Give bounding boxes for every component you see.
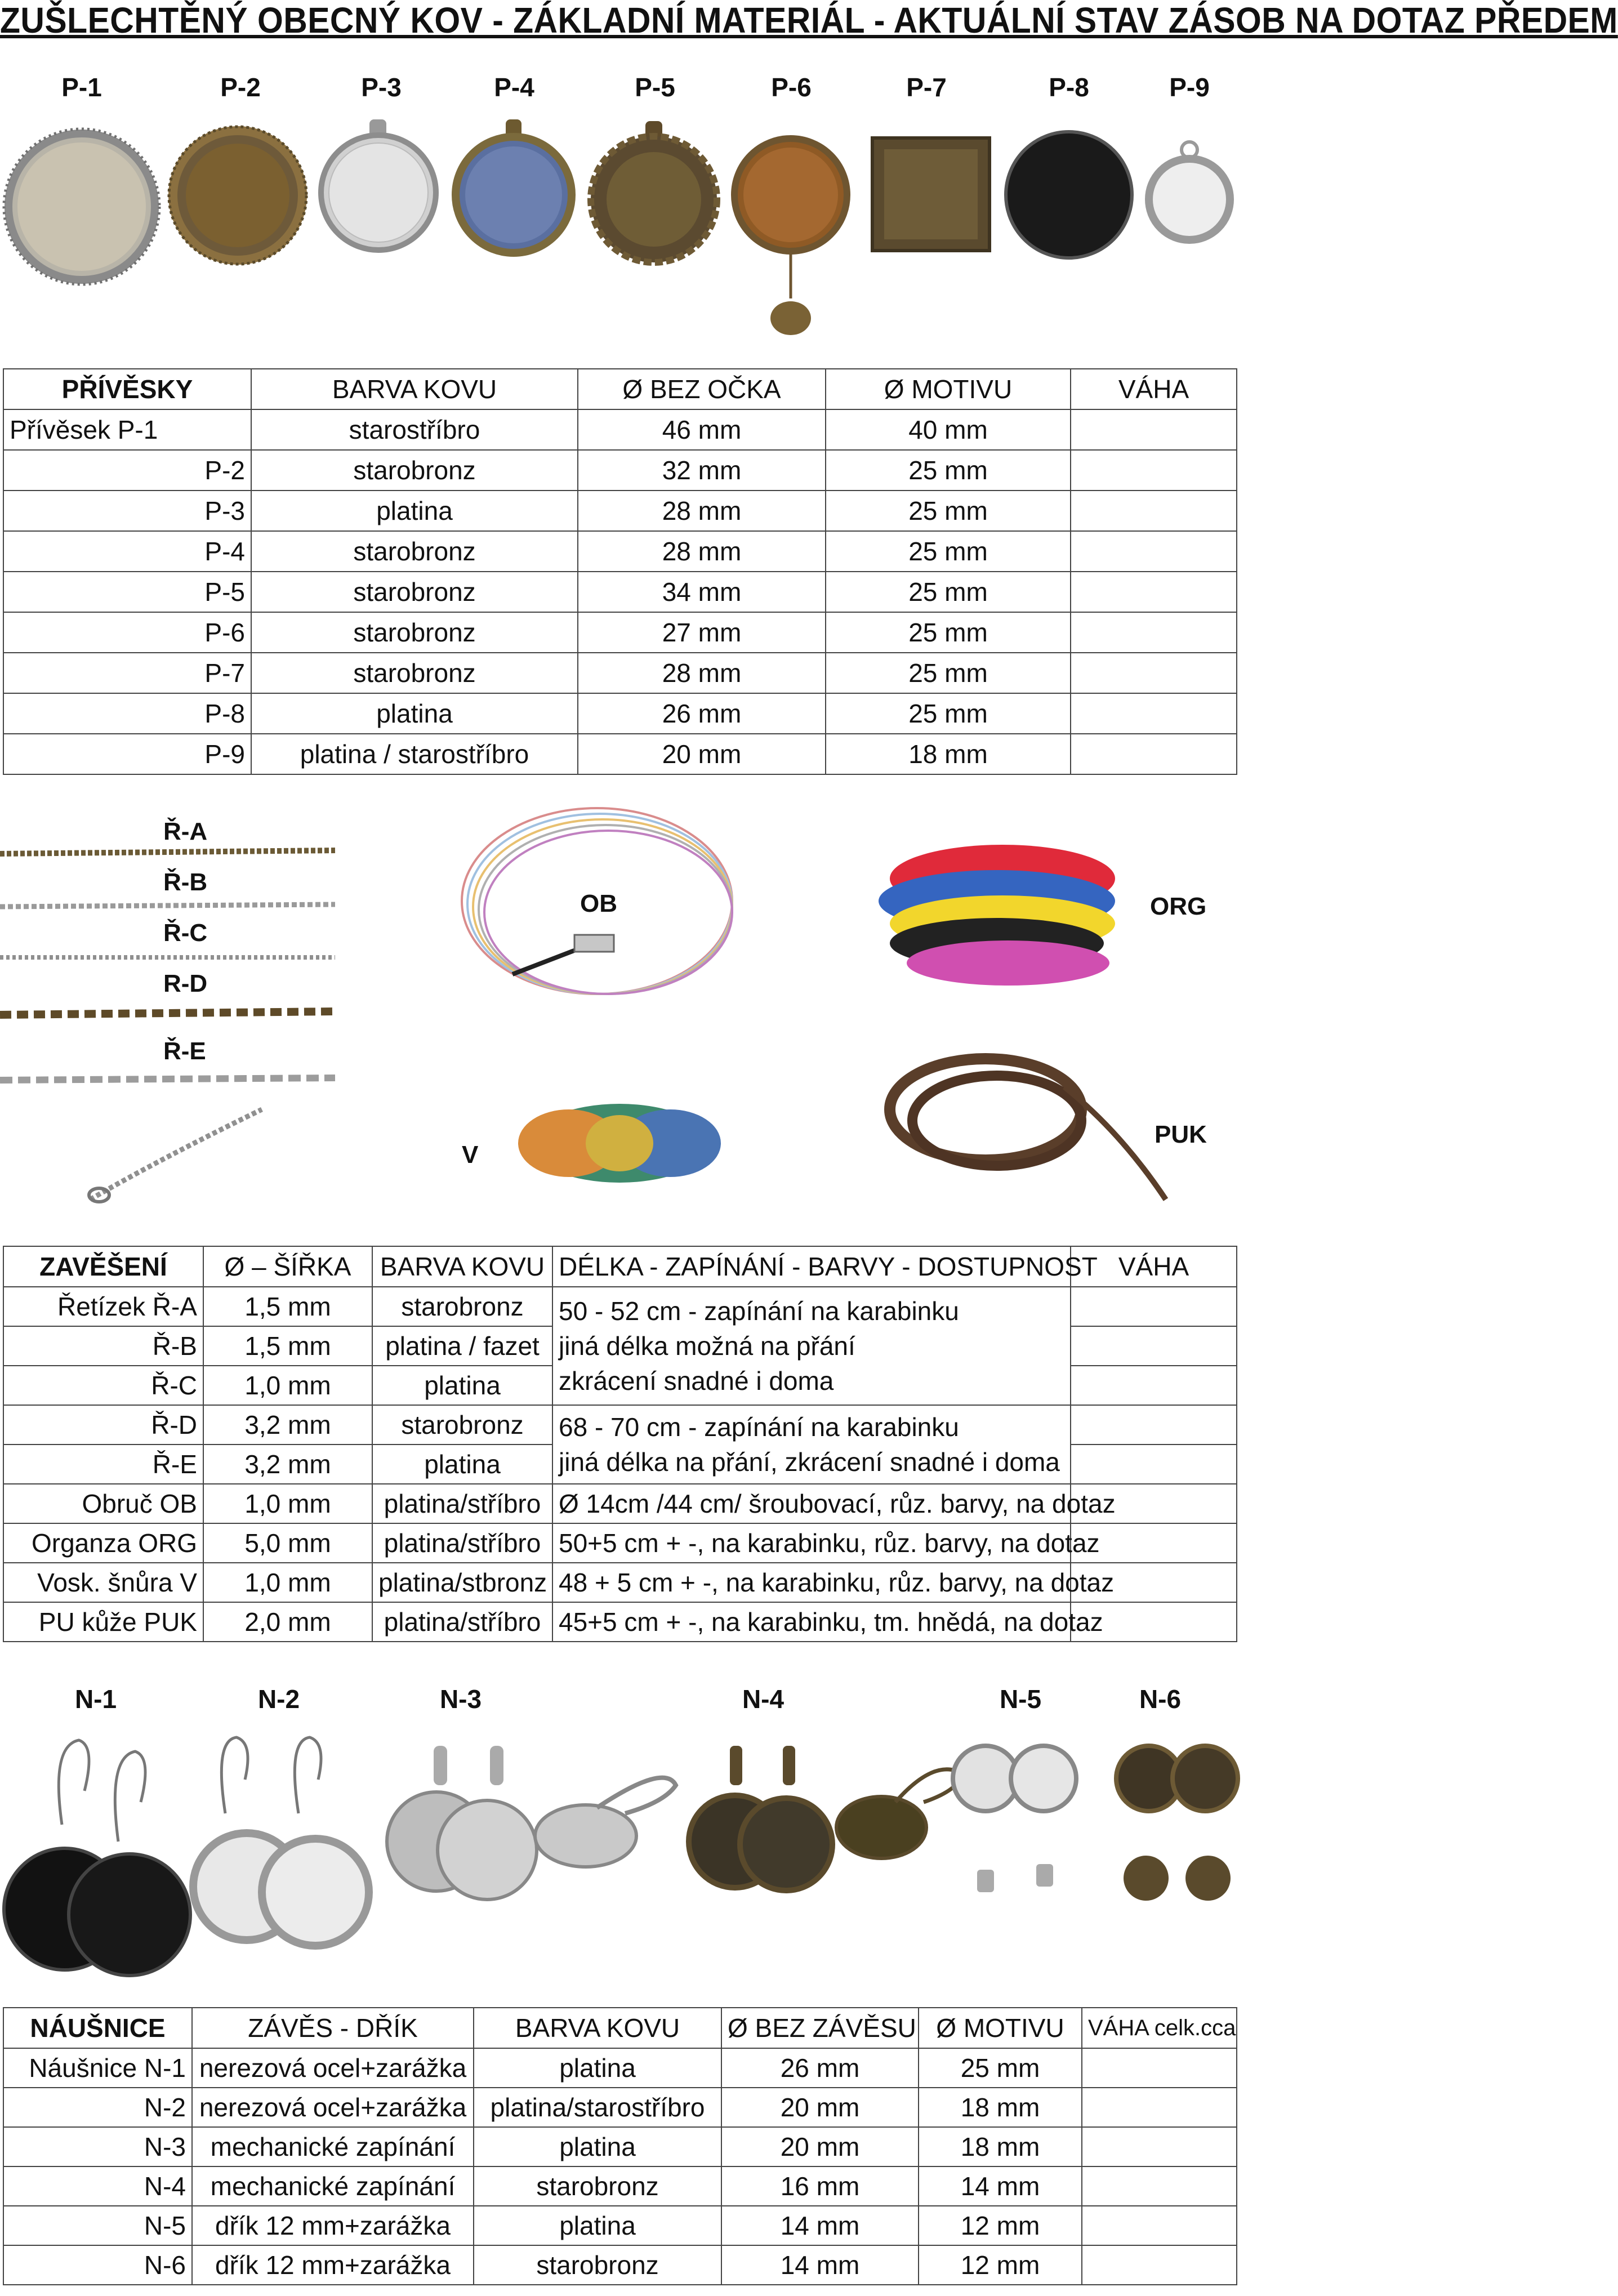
- pendant-p1-image: [4, 129, 159, 284]
- cell: 25 mm: [919, 2048, 1082, 2088]
- cell: platina: [251, 491, 578, 531]
- cord-label-v: V: [462, 1141, 479, 1169]
- column-header: BARVA KOVU: [251, 369, 578, 409]
- cord-label-org: ORG: [1150, 893, 1207, 920]
- cell: platina: [251, 693, 578, 734]
- chain-label: R-D: [163, 970, 208, 997]
- cell: [1071, 450, 1237, 491]
- cell: starobronz: [251, 531, 578, 572]
- column-header: Ø – ŠÍŘKA: [203, 1246, 372, 1287]
- pendant-label: P-1: [61, 73, 102, 102]
- cell: Řetízek Ř-A: [3, 1287, 203, 1326]
- cell: [1071, 1366, 1237, 1405]
- cell: 14 mm: [919, 2166, 1082, 2206]
- chain-label: Ř-A: [163, 818, 208, 845]
- pendant-photos: [0, 107, 1240, 349]
- cell: 1,0 mm: [203, 1366, 372, 1405]
- cell: [1082, 2048, 1237, 2088]
- chain-label: Ř-E: [163, 1037, 206, 1065]
- pendant-label: P-9: [1169, 73, 1210, 102]
- table-row: [3, 2245, 1237, 2285]
- cell: [1071, 693, 1237, 734]
- cell: 18 mm: [826, 734, 1071, 774]
- earring-n3-image: [387, 1746, 676, 1900]
- cell: starobronz: [474, 2245, 721, 2285]
- cell: Ř-B: [3, 1326, 203, 1366]
- cell: N-5: [3, 2206, 192, 2245]
- cell: 25 mm: [826, 450, 1071, 491]
- table-header-row: [3, 369, 1237, 409]
- cell: 25 mm: [826, 491, 1071, 531]
- cell: nerezová ocel+zarážka: [192, 2048, 474, 2088]
- cell: platina/stříbro: [372, 1484, 552, 1523]
- cell: [1071, 1405, 1237, 1445]
- cell: starostříbro: [251, 409, 578, 450]
- column-header: VÁHA: [1071, 1246, 1237, 1287]
- cell: starobronz: [474, 2166, 721, 2206]
- cell: 2,0 mm: [203, 1602, 372, 1642]
- cell: 18 mm: [919, 2127, 1082, 2166]
- cell: 1,5 mm: [203, 1287, 372, 1326]
- cell: 26 mm: [578, 693, 826, 734]
- cell: platina/stříbro: [372, 1602, 552, 1642]
- pendants-table: [3, 368, 1237, 775]
- cell: [1071, 572, 1237, 612]
- chains-photo: [0, 811, 349, 1216]
- cell: dřík 12 mm+zarážka: [192, 2245, 474, 2285]
- pendant-p8-image: [1006, 132, 1132, 258]
- column-header: Ø MOTIVU: [919, 2008, 1082, 2048]
- cell: [1082, 2206, 1237, 2245]
- earring-n1-image: [4, 1740, 190, 1976]
- cell: [1071, 734, 1237, 774]
- cell: 34 mm: [578, 572, 826, 612]
- cord-label-puk: PUK: [1155, 1121, 1207, 1148]
- earrings-table: [3, 2007, 1237, 2285]
- table-row: [3, 2206, 1237, 2245]
- table-row: [3, 450, 1237, 491]
- column-header: VÁHA: [1071, 369, 1237, 409]
- table-row: [3, 612, 1237, 653]
- cell: P-4: [3, 531, 251, 572]
- cell: N-3: [3, 2127, 192, 2166]
- cell: platina/stříbro: [372, 1523, 552, 1563]
- cell: 25 mm: [826, 653, 1071, 693]
- cell: dřík 12 mm+zarážka: [192, 2206, 474, 2245]
- cell: starobronz: [251, 572, 578, 612]
- earring-label: N-6: [1139, 1684, 1182, 1714]
- cell: P-9: [3, 734, 251, 774]
- cell: 14 mm: [721, 2206, 919, 2245]
- earring-label: N-3: [439, 1684, 482, 1714]
- cell: starobronz: [372, 1405, 552, 1445]
- cell: platina: [474, 2127, 721, 2166]
- earring-n2-image: [193, 1737, 369, 1946]
- cell: platina: [474, 2206, 721, 2245]
- cell: P-8: [3, 693, 251, 734]
- pendant-label: P-7: [906, 73, 947, 102]
- cords-photo: [873, 794, 1188, 1233]
- column-header: BARVA KOVU: [372, 1246, 552, 1287]
- cell: P-6: [3, 612, 251, 653]
- table-row: [3, 491, 1237, 531]
- cell: Ř-E: [3, 1445, 203, 1484]
- cell: 25 mm: [826, 693, 1071, 734]
- cell: 25 mm: [826, 612, 1071, 653]
- cell: 48 + 5 cm + -, na karabinku, růz. barvy, na dotaz: [552, 1563, 1071, 1602]
- cell: Organza ORG: [3, 1523, 203, 1563]
- cell: PU kůže PUK: [3, 1602, 203, 1642]
- cell: starobronz: [251, 612, 578, 653]
- cord-label-ob: OB: [580, 890, 617, 917]
- cell: 16 mm: [721, 2166, 919, 2206]
- chain-label: Ř-C: [163, 919, 208, 947]
- cell: [1071, 612, 1237, 653]
- table-row: [3, 409, 1237, 450]
- cell: N-6: [3, 2245, 192, 2285]
- hanging-table: [3, 1246, 1237, 1642]
- availability-cell: [552, 1287, 1071, 1405]
- cell: N-2: [3, 2088, 192, 2127]
- table-row: [3, 531, 1237, 572]
- cell: Obruč OB: [3, 1484, 203, 1523]
- cell: platina: [372, 1366, 552, 1405]
- cell: [1071, 1326, 1237, 1366]
- table-header-row: [3, 1246, 1237, 1287]
- pendant-p9-image: [1149, 142, 1230, 240]
- table-row: [3, 1484, 1237, 1523]
- cell: [1071, 1445, 1237, 1484]
- availability-line: 50 - 52 cm - zapínání na karabinku: [559, 1296, 959, 1326]
- cell: [1082, 2127, 1237, 2166]
- pendant-label: P-5: [635, 73, 675, 102]
- cell: 40 mm: [826, 409, 1071, 450]
- column-header: Ø BEZ OČKA: [578, 369, 826, 409]
- cell: Přívěsek P-1: [3, 409, 251, 450]
- earring-label: N-5: [999, 1684, 1042, 1714]
- earring-label: N-4: [742, 1684, 785, 1714]
- table-row: [3, 1523, 1237, 1563]
- cell: nerezová ocel+zarážka: [192, 2088, 474, 2127]
- cell: 28 mm: [578, 491, 826, 531]
- cell: Vosk. šnůra V: [3, 1563, 203, 1602]
- cell: 27 mm: [578, 612, 826, 653]
- availability-line: jiná délka na přání, zkrácení snadné i doma: [559, 1447, 1060, 1477]
- cell: platina / fazet: [372, 1326, 552, 1366]
- table-row: [3, 1405, 1237, 1445]
- table-row: [3, 2166, 1237, 2206]
- pendant-p6-image: [734, 139, 847, 335]
- pendant-label: P-8: [1049, 73, 1089, 102]
- cell: starobronz: [372, 1287, 552, 1326]
- cell: starobronz: [251, 450, 578, 491]
- cell: platina/starostříbro: [474, 2088, 721, 2127]
- column-header: PŘÍVĚSKY: [3, 369, 251, 409]
- pendant-p5-image: [591, 121, 717, 262]
- table-row: [3, 734, 1237, 774]
- cell: 25 mm: [826, 531, 1071, 572]
- cell: Ø 14cm /44 cm/ šroubovací, růz. barvy, na dotaz: [552, 1484, 1071, 1523]
- column-header: Ø BEZ ZÁVĚSU: [721, 2008, 919, 2048]
- cell: platina/stbronz: [372, 1563, 552, 1602]
- pendant-p2-image: [169, 127, 306, 264]
- cell: platina / starostříbro: [251, 734, 578, 774]
- cell: 32 mm: [578, 450, 826, 491]
- cell: 20 mm: [721, 2127, 919, 2166]
- table-row: [3, 2127, 1237, 2166]
- earring-n4-image: [689, 1746, 963, 1891]
- cell: 14 mm: [721, 2245, 919, 2285]
- cell: N-4: [3, 2166, 192, 2206]
- earring-n5-image: [953, 1746, 1076, 1892]
- cell: [1082, 2088, 1237, 2127]
- cell: starobronz: [251, 653, 578, 693]
- cell: 5,0 mm: [203, 1523, 372, 1563]
- cell: P-2: [3, 450, 251, 491]
- cell: P-3: [3, 491, 251, 531]
- page-title: ZUŠLECHTĚNÝ OBECNÝ KOV - ZÁKLADNÍ MATERIÁL - AKTUÁLNÍ STAV ZÁSOB NA DOTAZ PŘEDEM: [0, 0, 1618, 41]
- cell: 18 mm: [919, 2088, 1082, 2127]
- column-header: ZAVĚŠENÍ: [3, 1246, 203, 1287]
- cell: 20 mm: [578, 734, 826, 774]
- pendant-p4-image: [456, 119, 572, 253]
- cell: mechanické zapínání: [192, 2166, 474, 2206]
- cell: Ř-C: [3, 1366, 203, 1405]
- cell: 25 mm: [826, 572, 1071, 612]
- cell: 26 mm: [721, 2048, 919, 2088]
- table-row: [3, 1287, 1237, 1326]
- coils-photo: [451, 794, 766, 1200]
- cell: mechanické zapínání: [192, 2127, 474, 2166]
- earring-label: N-1: [74, 1684, 117, 1714]
- pendant-p7-image: [872, 138, 989, 251]
- cell: 50+5 cm + -, na karabinku, růz. barvy, na dotaz: [552, 1523, 1071, 1563]
- availability-line: jiná délka možná na přání: [559, 1331, 855, 1361]
- column-header: VÁHA celk.cca: [1082, 2008, 1237, 2048]
- cell: 3,2 mm: [203, 1445, 372, 1484]
- cell: 46 mm: [578, 409, 826, 450]
- cell: platina: [474, 2048, 721, 2088]
- table-row: [3, 2088, 1237, 2127]
- cell: [1071, 409, 1237, 450]
- cell: platina: [372, 1445, 552, 1484]
- cell: 1,5 mm: [203, 1326, 372, 1366]
- table-row: [3, 693, 1237, 734]
- table-row: [3, 572, 1237, 612]
- cell: P-7: [3, 653, 251, 693]
- pendant-label: P-6: [771, 73, 812, 102]
- cell: 3,2 mm: [203, 1405, 372, 1445]
- column-header: ZÁVĚS - DŘÍK: [192, 2008, 474, 2048]
- availability-cell: [552, 1405, 1071, 1484]
- cell: [1071, 1287, 1237, 1326]
- pendant-label: P-2: [220, 73, 261, 102]
- availability-line: 68 - 70 cm - zapínání na karabinku: [559, 1412, 959, 1442]
- cell: 28 mm: [578, 653, 826, 693]
- pendant-label: P-3: [361, 73, 402, 102]
- column-header: BARVA KOVU: [474, 2008, 721, 2048]
- earring-photos: [0, 1723, 1240, 1994]
- column-header: Ø MOTIVU: [826, 369, 1071, 409]
- cell: 1,0 mm: [203, 1563, 372, 1602]
- cell: [1071, 653, 1237, 693]
- cell: [1082, 2166, 1237, 2206]
- cell: 1,0 mm: [203, 1484, 372, 1523]
- table-header-row: [3, 2008, 1237, 2048]
- pendant-label: P-4: [494, 73, 534, 102]
- cell: Náušnice N-1: [3, 2048, 192, 2088]
- earring-label: N-2: [257, 1684, 300, 1714]
- cell: 20 mm: [721, 2088, 919, 2127]
- earring-n6-image: [1116, 1746, 1238, 1901]
- cell: [1071, 491, 1237, 531]
- cell: 12 mm: [919, 2206, 1082, 2245]
- cell: 28 mm: [578, 531, 826, 572]
- column-header: NÁUŠNICE: [3, 2008, 192, 2048]
- pendant-p3-image: [321, 119, 436, 250]
- cell: P-5: [3, 572, 251, 612]
- cell: [1082, 2245, 1237, 2285]
- table-row: [3, 2048, 1237, 2088]
- cell: 12 mm: [919, 2245, 1082, 2285]
- cell: 45+5 cm + -, na karabinku, tm. hnědá, na dotaz: [552, 1602, 1071, 1642]
- table-row: [3, 653, 1237, 693]
- cell: [1071, 531, 1237, 572]
- availability-line: zkrácení snadné i doma: [559, 1366, 834, 1396]
- table-row: [3, 1602, 1237, 1642]
- chain-label: Ř-B: [163, 868, 208, 896]
- table-row: [3, 1563, 1237, 1602]
- column-header: DÉLKA - ZAPÍNÁNÍ - BARVY - DOSTUPNOST: [552, 1246, 1071, 1287]
- cell: Ř-D: [3, 1405, 203, 1445]
